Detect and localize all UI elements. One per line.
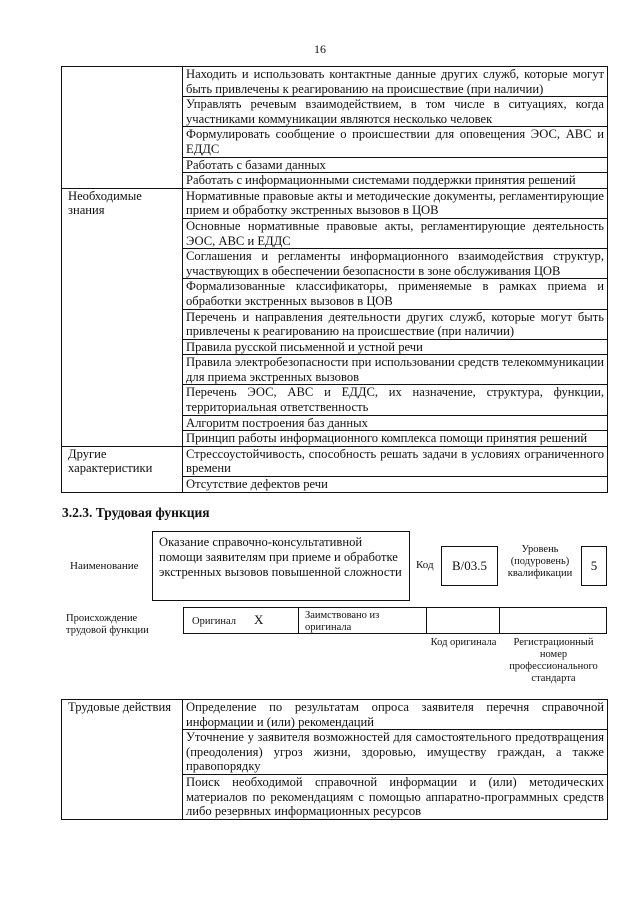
table-row [62,67,608,97]
row-item: Соглашения и регламенты информационного взаимодействия структур, участвующих в обеспечении безопасности в зоне обслуживания ЦОВ [183,249,608,279]
row-item: Формализованные классификаторы, применяемые в рамках приема и обработки экстренных вызовов в ЦОВ [183,279,608,309]
qualification-level: 5 [581,546,607,586]
page-number: 16 [314,42,326,56]
row-item: Уточнение у заявителя возможностей для самостоятельного предотвращения (преодоления) угроз жизни, здоровью, имуществу граждан, а также правопорядку [183,730,608,775]
row-item: Перечень ЭОС, АВС и ЕДДС, их назначение, структура, функции, территориальная ответственность [183,385,608,415]
original-mark: X [254,612,264,627]
row-item: Правила электробезопасности при использовании средств телекоммуникации для приема экстренных вызовов [183,355,608,385]
row-item: Находить и использовать контактные данные других служб, которые могут быть привлечены к реагированию на происшествие (при наличии) [183,67,608,97]
row-label: Трудовые действия [62,700,183,820]
row-item: Поиск необходимой справочной информации и (или) методических материалов по рекомендациям с помощью аппаратно-программных средств либо резервных информационных ресурсов [183,774,608,819]
code-original-caption: Код оригинала [430,637,497,648]
labor-actions-table [61,699,608,820]
original-cell [183,607,299,634]
function-code: В/03.5 [441,546,498,586]
reg-number-caption: Регистрационный номер профессионального стандарта [509,637,598,684]
row-item: Работать с базами данных [183,157,608,173]
function-name: Оказание справочно-консультативной помощи заявителям при приеме и обработке экстренных вызовов повышенной сложности [152,531,410,601]
table-row [62,446,608,476]
original-label: Оригинал [192,616,236,627]
row-item: Формулировать сообщение о происшествии для оповещения ЭОС, АВС и ЕДДС [183,127,608,157]
row-item: Алгоритм построения баз данных [183,415,608,431]
row-item: Основные нормативные правовые акты, регламентирующие деятельность ЭОС, АВС и ЕДДС [183,218,608,248]
section-heading: 3.2.3. Трудовая функция [62,505,210,520]
table-row [62,188,608,218]
row-label: Необходимые знания [62,188,183,446]
row-item: Определение по результатам опроса заявителя перечня справочной информации и (или) рекомендаций [183,700,608,730]
origin-label: Происхождение трудовой функции [66,613,149,636]
row-item: Перечень и направления деятельности других служб, которые могут быть привлечены к реагированию на происшествие (при наличии) [183,309,608,339]
level-label: Уровень (подуровень) квалификации [507,544,573,579]
row-item: Управлять речевым взаимодействием, в том числе в ситуациях, когда участниками коммуникации являются несколько человек [183,97,608,127]
row-item: Стрессоустойчивость, способность решать задачи в условиях ограниченного времени [183,446,608,476]
row-item: Правила русской письменной и устной речи [183,339,608,355]
row-item: Работать с информационными системами поддержки принятия решений [183,173,608,189]
code-label: Код [416,559,434,571]
code-original-cell [427,607,500,634]
borrowed-label: Заимствовано из оригинала [305,610,380,633]
row-label [62,67,183,189]
row-label: Другие характеристики [62,446,183,492]
table-row [62,700,608,730]
row-item: Отсутствие дефектов речи [183,477,608,493]
borrowed-cell [299,607,427,634]
name-label: Наименование [70,560,139,572]
row-item: Принцип работы информационного комплекса помощи принятия решений [183,431,608,447]
row-item: Нормативные правовые акты и методические документы, регламентирующие прием и обработку экстренных вызовов в ЦОВ [183,188,608,218]
reg-number-cell [500,607,607,634]
requirements-table [61,66,608,493]
